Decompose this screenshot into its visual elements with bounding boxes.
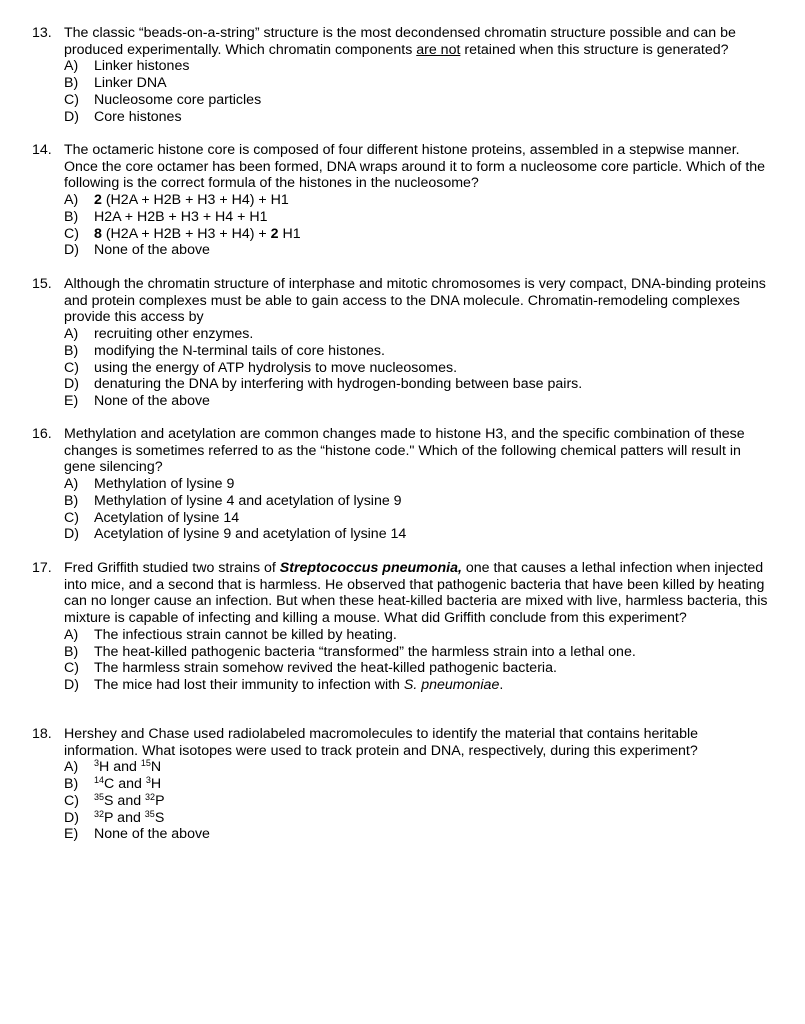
isotope-element: S xyxy=(104,792,114,809)
question-stem: Although the chromatin structure of interphase and mitotic chromosomes is very compact, DNA-binding proteins and protein complexes must be able to gain access to the DNA molecule. Chromatin-remodeling complexes provide this access by xyxy=(64,276,766,326)
species-name: Streptococcus pneumonia, xyxy=(279,560,462,576)
isotope-element: P xyxy=(104,809,114,826)
option-text: Methylation of lysine 9 xyxy=(94,476,235,493)
answer-options xyxy=(64,627,772,694)
question-number: 17. xyxy=(32,560,52,576)
option-text: None of the above xyxy=(94,826,210,843)
option-text: None of the above xyxy=(94,392,210,409)
isotope-element: S xyxy=(154,809,165,826)
answer-option-d[interactable] xyxy=(64,109,772,126)
option-text: Methylation of lysine 4 and acetylation of lysine 9 xyxy=(94,492,402,509)
answer-option-a[interactable] xyxy=(64,192,772,209)
option-letter: D) xyxy=(64,526,79,543)
question-14 xyxy=(32,142,772,259)
option-letter: B) xyxy=(64,776,79,793)
option-letter: C) xyxy=(64,660,79,677)
option-text: modifying the N-terminal tails of core histones. xyxy=(94,342,385,359)
isotope-element: N xyxy=(150,759,162,776)
answer-option-d[interactable] xyxy=(64,242,772,259)
option-text: The mice had lost their immunity to infection with xyxy=(94,676,404,693)
answer-options xyxy=(64,58,772,125)
answer-option-b[interactable] xyxy=(64,493,772,510)
option-letter: C) xyxy=(64,792,79,809)
question-stem: Fred Griffith studied two strains of Streptococcus pneumonia, one that causes a lethal infection when injected into mice, and a second that is harmless. He observed that pathogenic bacteria that have been killed by heating can no longer cause an infection. But when these heat-killed bacteria are mixed with live, harmless bacteria, this mixture is capable of infecting and killing a mouse. What did Griffith conclude from this experiment? xyxy=(64,560,768,627)
answer-option-b[interactable] xyxy=(64,209,772,226)
option-text: (H2A + H2B + H3 + H4) + H1 xyxy=(101,192,289,209)
answer-option-c[interactable] xyxy=(64,92,772,109)
answer-option-b[interactable]: B) $^{14}$C and $^3$H xyxy=(64,775,162,793)
isotope-mass: 3 xyxy=(145,775,151,786)
isotope-mass: 32 xyxy=(94,808,105,819)
answer-options xyxy=(64,476,772,543)
answer-option-c[interactable]: C) $^{35}$S and $^{32}$P xyxy=(64,791,165,809)
option-letter: C) xyxy=(64,509,79,526)
answer-option-a[interactable]: A) $^3$H and $^{15}$N xyxy=(64,758,162,776)
option-text: The harmless strain somehow revived the heat-killed pathogenic bacteria. xyxy=(94,660,557,677)
option-letter: C) xyxy=(64,225,79,242)
answer-option-a[interactable] xyxy=(64,326,772,343)
isotope-mass: 3 xyxy=(94,758,100,769)
isotope-mass: 35 xyxy=(94,791,105,802)
option-letter: A) xyxy=(64,192,79,209)
question-16 xyxy=(32,426,772,543)
isotope-mass: 14 xyxy=(94,775,105,786)
answer-option-b[interactable] xyxy=(64,343,772,360)
isotope-mass: 32 xyxy=(145,791,156,802)
option-letter: B) xyxy=(64,342,79,359)
option-letter: A) xyxy=(64,58,79,75)
option-letter: D) xyxy=(64,108,79,125)
formula-coefficient: 8 xyxy=(94,225,102,242)
question-number: 14. xyxy=(32,142,52,158)
option-letter: D) xyxy=(64,242,79,259)
option-text: None of the above xyxy=(94,242,210,259)
question-13 xyxy=(32,25,772,125)
answer-option-d[interactable]: D) The mice had lost their immunity to infection with S. pneumoniae. xyxy=(64,676,504,693)
question-17 xyxy=(32,560,772,694)
underlined-emphasis: are not xyxy=(416,41,461,58)
option-text: recruiting other enzymes. xyxy=(94,326,254,343)
answer-options xyxy=(64,759,772,843)
option-letter: B) xyxy=(64,643,79,660)
option-text: Acetylation of lysine 14 xyxy=(94,509,240,526)
question-number: 13. xyxy=(32,25,52,41)
answer-option-a[interactable] xyxy=(64,58,772,75)
answer-option-c[interactable]: C) 8 (H2A + H2B + H3 + H4) + 2 H1 xyxy=(64,225,301,242)
isotope-mass: 15 xyxy=(140,758,151,769)
option-text: denaturing the DNA by interfering with hydrogen-bonding between base pairs. xyxy=(94,376,583,393)
answer-option-d[interactable] xyxy=(64,376,772,393)
answer-option-e[interactable] xyxy=(64,393,772,410)
answer-option-c[interactable] xyxy=(64,660,772,677)
question-18 xyxy=(32,726,772,843)
question-number: 15. xyxy=(32,276,52,292)
answer-option-a[interactable] xyxy=(64,627,772,644)
option-text: H2A + H2B + H3 + H4 + H1 xyxy=(94,208,268,225)
option-letter: B) xyxy=(64,492,79,509)
answer-options xyxy=(64,192,772,259)
option-text: The heat-killed pathogenic bacteria “transformed” the harmless strain into a lethal one. xyxy=(94,643,636,660)
option-letter: A) xyxy=(64,326,79,343)
option-text: The infectious strain cannot be killed by heating. xyxy=(94,626,397,643)
option-text: (H2A + H2B + H3 + H4) + xyxy=(101,225,271,242)
option-letter: D) xyxy=(64,676,79,693)
question-number: 18. xyxy=(32,726,52,742)
question-stem: The classic “beads-on-a-string” structure is the most decondensed chromatin structure possible and can be produced experimentally. Which chromatin components are not retained when this structure is generated? xyxy=(64,25,736,58)
question-stem: Methylation and acetylation are common changes made to histone H3, and the specific combination of these changes is sometimes referred to as the “histone code." Which of the following chemical patters will result in gene silencing? xyxy=(64,426,745,476)
answer-option-c[interactable] xyxy=(64,360,772,377)
answer-option-d[interactable]: D) $^{32}$P and $^{35}$S xyxy=(64,808,165,826)
option-letter: C) xyxy=(64,91,79,108)
option-letter: A) xyxy=(64,626,79,643)
isotope-element: H xyxy=(150,776,162,793)
question-stem: The octameric histone core is composed of four different histone proteins, assembled in a stepwise manner. Once the core octamer has been formed, DNA wraps around it to form a nucleosome core particle. Which of the following is the correct formula of the histones in the nucleosome? xyxy=(64,142,766,192)
option-letter: B) xyxy=(64,208,79,225)
option-letter: C) xyxy=(64,359,79,376)
option-letter: B) xyxy=(64,75,79,92)
species-name: S. pneumoniae xyxy=(403,676,500,693)
isotope-element: P xyxy=(155,792,165,809)
formula-coefficient: 2 xyxy=(270,225,279,242)
option-text: using the energy of ATP hydrolysis to move nucleosomes. xyxy=(94,359,458,376)
formula-coefficient: 2 xyxy=(94,192,102,209)
answer-option-b[interactable] xyxy=(64,75,772,92)
answer-options xyxy=(64,326,772,410)
question-stem: Hershey and Chase used radiolabeled macromolecules to identify the material that contains heritable information. What isotopes were used to track protein and DNA, respectively, during this experiment? xyxy=(64,726,699,759)
option-text: Acetylation of lysine 9 and acetylation of lysine 14 xyxy=(94,526,407,543)
option-text: Core histones xyxy=(94,108,182,125)
isotope-element: C xyxy=(104,776,115,793)
option-letter: D) xyxy=(64,809,79,826)
option-text: Linker DNA xyxy=(94,75,167,92)
question-number: 16. xyxy=(32,426,52,442)
isotope-mass: 35 xyxy=(144,808,155,819)
option-letter: A) xyxy=(64,759,79,776)
option-letter: A) xyxy=(64,476,79,493)
answer-option-e[interactable] xyxy=(64,826,772,843)
question-15 xyxy=(32,276,772,410)
option-letter: E) xyxy=(64,392,79,409)
answer-option-d[interactable] xyxy=(64,526,772,543)
option-letter: E) xyxy=(64,826,79,843)
answer-option-a[interactable] xyxy=(64,476,772,493)
option-text: Nucleosome core particles xyxy=(94,91,262,108)
option-letter: D) xyxy=(64,376,79,393)
isotope-element: H xyxy=(99,759,110,776)
answer-option-c[interactable] xyxy=(64,510,772,527)
answer-option-b[interactable] xyxy=(64,644,772,661)
option-text: Linker histones xyxy=(94,58,190,75)
